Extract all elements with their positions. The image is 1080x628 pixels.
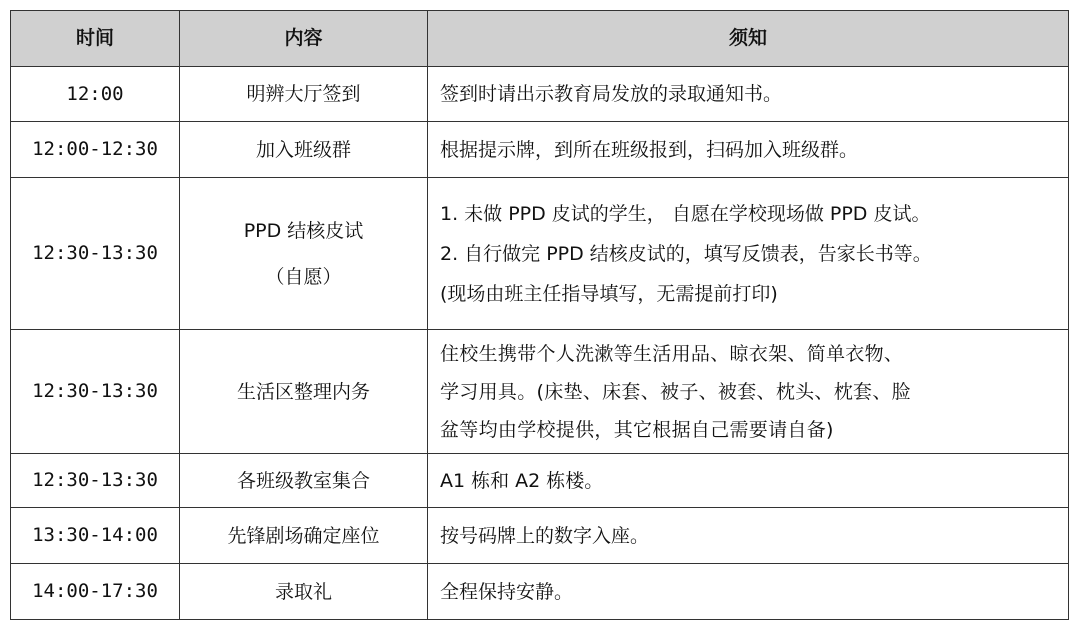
time-cell: 12:30-13:30: [11, 330, 180, 454]
notes-line: 1. 未做 PPD 皮试的学生， 自愿在学校现场做 PPD 皮试。: [440, 202, 931, 225]
notes-cell: [428, 508, 1069, 564]
content-cell: [180, 564, 428, 620]
content-line: 录取礼: [274, 580, 332, 603]
table-row: [11, 454, 1069, 508]
table-row: [11, 178, 1069, 330]
content-line: （自愿）: [265, 265, 342, 288]
content-line: 加入班级群: [255, 138, 351, 161]
content-line: PPD 结核皮试: [243, 219, 364, 242]
time-cell: 12:30-13:30: [11, 178, 180, 330]
notes-line: 住校生携带个人洗漱等生活用品、晾衣架、简单衣物、: [440, 342, 904, 365]
notes-cell: [428, 122, 1069, 178]
content-line: 生活区整理内务: [236, 380, 370, 403]
header-content: 内容: [180, 11, 428, 67]
header-time: 时间: [11, 11, 180, 67]
header-row: [11, 11, 1069, 67]
content-cell: [180, 67, 428, 122]
content-line: 先锋剧场确定座位: [227, 524, 380, 547]
table-row: [11, 330, 1069, 454]
notes-cell: [428, 67, 1069, 122]
content-cell: [180, 508, 428, 564]
time-cell: 12:00-12:30: [11, 122, 180, 178]
notes-line: 全程保持安静。: [440, 580, 574, 603]
notes-cell: [428, 564, 1069, 620]
header-notes: 须知: [428, 11, 1069, 67]
notes-line: A1 栋和 A2 栋楼。: [440, 469, 604, 492]
time-cell: 14:00-17:30: [11, 564, 180, 620]
table-row: [11, 122, 1069, 178]
content-cell: [180, 454, 428, 508]
notes-line: 根据提示牌，到所在班级报到，扫码加入班级群。: [440, 138, 859, 161]
notes-line: 签到时请出示教育局发放的录取通知书。: [440, 83, 783, 105]
notes-cell: [428, 454, 1069, 508]
notes-line: (现场由班主任指导填写，无需提前打印): [440, 282, 778, 305]
time-cell: 13:30-14:00: [11, 508, 180, 564]
schedule-table: [10, 10, 1069, 620]
notes-cell: [428, 178, 1069, 330]
time-cell: 12:00: [11, 67, 180, 122]
notes-line: 盆等均由学校提供，其它根据自己需要请自备): [440, 418, 834, 441]
content-cell: [180, 122, 428, 178]
content-cell: [180, 330, 428, 454]
time-cell: 12:30-13:30: [11, 454, 180, 508]
notes-line: 2. 自行做完 PPD 结核皮试的，填写反馈表，告家长书等。: [440, 242, 932, 265]
content-line: 明辨大厅签到: [246, 83, 361, 105]
notes-cell: [428, 330, 1069, 454]
table-row: [11, 564, 1069, 620]
notes-line: 学习用具。(床垫、床套、被子、被套、枕头、枕套、脸: [440, 380, 911, 403]
table-row: [11, 67, 1069, 122]
notes-line: 按号码牌上的数字入座。: [440, 524, 650, 547]
table-row: [11, 508, 1069, 564]
content-cell: [180, 178, 428, 330]
content-line: 各班级教室集合: [236, 469, 370, 492]
